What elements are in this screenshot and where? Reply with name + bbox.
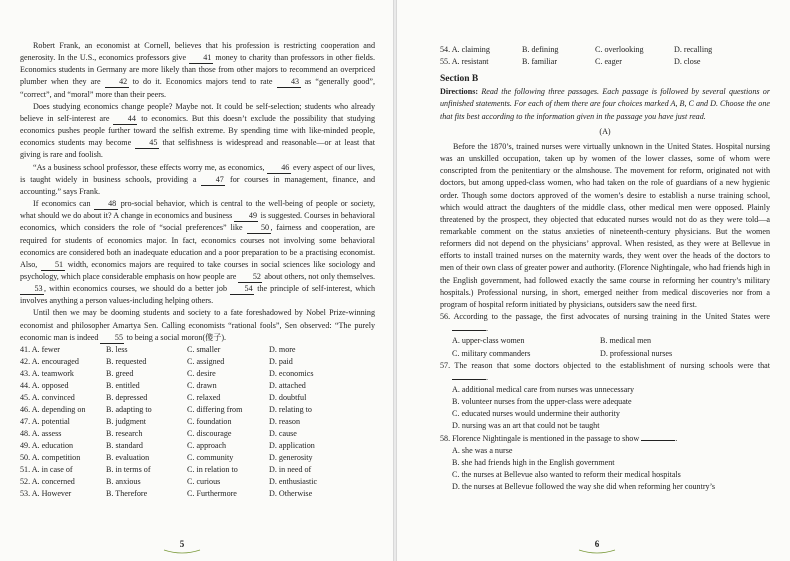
choice-c[interactable]: C. educated nurses would undermine their authority [452,409,620,419]
blank-44: 44 [113,114,137,125]
option-b[interactable]: B. less [106,344,128,354]
choice-b[interactable]: B. she had friends high in the English government [452,457,615,467]
question-stem: 58. Florence Nightingale is mentioned in the passage to show . [440,433,678,443]
option-a[interactable]: 46. A. depending on [20,405,86,415]
blank-47: 47 [201,175,225,186]
option-a[interactable]: 54. A. claiming [440,45,490,54]
option-row [20,404,375,416]
option-b[interactable]: B. adapting to [106,405,152,415]
option-d[interactable]: D. in need of [269,465,312,475]
option-c[interactable]: C. overlooking [595,45,644,54]
option-b[interactable]: B. Therefore [106,489,148,499]
option-d[interactable]: D. close [674,57,701,67]
blank-41: 41 [189,53,213,64]
option-b[interactable]: B. standard [106,441,143,451]
option-d[interactable]: D. recalling [674,45,713,54]
option-c[interactable]: C. curious [187,477,221,487]
option-d[interactable]: D. more [269,344,296,354]
option-d[interactable]: D. generosity [269,453,313,463]
option-b[interactable]: B. familiar [522,57,558,67]
option-row [20,392,375,404]
question-stem: 56. According to the passage, the first advocates of nursing training in the United States were . [440,312,770,334]
choice-b[interactable]: B. volunteer nurses from the upper-class were adequate [452,397,632,407]
directions-label: Directions: [440,87,479,97]
option-row [20,344,375,356]
question-58 [440,433,770,494]
option-row [20,368,375,380]
option-b[interactable]: B. evaluation [106,453,150,463]
option-row [440,56,770,68]
paragraph-3: “As a business school professor, these effects worry me, as economics, 46 every aspect of our lives, is taught widely in business schools, providing a 47 for courses in management, finance, and accounting.” says Frank. [20,162,375,196]
option-b[interactable]: B. judgment [106,417,147,427]
blank-45: 45 [135,138,159,149]
option-a[interactable]: 52. A. concerned [20,477,75,487]
section-title: Section B [440,74,479,85]
option-c[interactable]: C. relaxed [187,393,221,403]
option-b[interactable]: B. research [106,429,143,439]
option-d[interactable]: D. attached [269,381,306,391]
option-c[interactable]: C. community [187,453,234,463]
option-a[interactable]: 43. A. teamwork [20,369,74,378]
page-number-ornament [577,549,617,555]
option-a[interactable]: 48. A. assess [20,429,62,439]
option-a[interactable]: 53. A. However [20,489,72,499]
option-b[interactable]: B. in terms of [106,465,151,475]
question-stem: 57. The reason that some doctors objected to the establishment of nursing schools were that . [440,360,770,382]
page-number: 6 [594,539,600,549]
option-a[interactable]: 49. A. education [20,441,74,451]
option-row [20,428,375,440]
option-b[interactable]: B. entitled [106,381,140,391]
option-row [20,440,375,452]
paragraph-5: Until then we may be dooming students and society to a fate foreshadowed by Nobel Prize-winning economist and philosopher Amartya Sen. Calling economists “rational fools”, Sen observed: “The purely economic man is indeed 55 to being a social moron(傻子). [20,308,375,342]
option-d[interactable]: D. application [269,441,315,451]
option-c[interactable]: C. discourage [187,429,232,439]
choice-b[interactable]: B. medical men [600,336,652,346]
paragraph-1: Robert Frank, an economist at Cornell, believes that his profession is restricting cooperation and generosity. In the U.S., economics professors give 41 money to charity than professors in other fields. Economics students in Germany are more likely than those from other majors to recommend an overpriced plumber when they are 42 to do it. Economics majors tend to rate 43 as “generally good”, “correct”, and “moral” more than their peers. [20,41,375,99]
page-number: 5 [179,539,185,549]
blank-46: 46 [267,163,291,174]
option-d[interactable]: D. relating to [269,405,312,415]
option-a[interactable]: 42. A. encouraged [20,356,79,366]
option-c[interactable]: C. differing from [187,405,243,415]
option-b[interactable]: B. greed [106,369,134,378]
option-b[interactable]: B. requested [106,356,147,366]
option-c[interactable]: C. in relation to [187,465,238,475]
option-c[interactable]: C. drawn [187,381,217,391]
blank-54: 54 [230,284,254,295]
option-row [20,356,375,368]
option-b[interactable]: B. defining [522,45,559,54]
option-a[interactable]: 51. A. in case of [20,465,73,475]
right-column [440,44,770,493]
option-b[interactable]: B. anxious [106,477,141,487]
blank-50: 50 [247,223,271,234]
option-row [440,44,770,56]
option-d[interactable]: D. enthusiastic [269,477,318,487]
options-list [20,344,375,501]
option-a[interactable]: 44. A. opposed [20,381,69,391]
answer-blank[interactable] [452,379,486,380]
answer-blank[interactable] [452,330,486,331]
option-row [20,416,375,428]
blank-55: 55 [100,333,124,344]
paragraph-4: If economics can 48 pro-social behavior, which is central to the well-being of people or society, what should we do about it? A change in economics and business 49 is suggested. Courses in behavioral economics, which considers the role of “social preferences” like 50, fairness and cooperation, are required for students of economics major. In fact, economics courses not involving some behavioral economics are considered both an inadequate education and a poor preparation to be a practising economist. Also, 51 width, economics majors are required to take courses in social sciences like sociology and psychology, which place considerable emphasis on how people are 52 about others, not only themselves. 53, within economics courses, we should do a better job 54 the principle of self-interest, which involves anything a person values-including helping others. [20,199,376,306]
option-d[interactable]: D. Otherwise [269,489,313,499]
option-row [20,464,375,476]
answer-row [440,335,770,347]
options-list [440,44,770,68]
blank-53: 53 [20,284,44,295]
answer-row [440,348,770,360]
option-a[interactable]: 41. A. fewer [20,344,61,354]
option-d[interactable]: D. cause [269,429,297,439]
option-a[interactable]: 45. A. convinced [20,393,75,403]
blank-49: 49 [234,211,258,222]
choice-a[interactable]: A. upper-class women [452,336,525,346]
option-d[interactable]: D. reason [269,417,301,427]
choice-d[interactable]: D. the nurses at Bellevue followed the way she did when reforming her country’s [452,482,715,492]
choice-a[interactable]: A. she was a nurse [452,445,513,455]
directions: Directions: Read the following three passages. Each passage is followed by several questions or unfinished statements. For each of them there are four choices marked A, B, C and D. Choose the one that fits best according to the information given in the passage you have just read. [440,87,770,121]
option-a[interactable]: 47. A. potential [20,417,70,427]
choice-d[interactable]: D. nursing was an art that could not be taught [452,421,600,431]
passage-label: (A) [599,126,611,136]
left-page [0,0,393,561]
option-a[interactable]: 50. A. competition [20,453,81,463]
choice-c[interactable]: C. the nurses at Bellevue also wanted to reform their medical hospitals [452,470,681,480]
option-c[interactable]: C. approach [187,441,227,451]
page-number-ornament [162,549,202,555]
option-d[interactable]: D. doubtful [269,393,307,403]
blank-42: 42 [105,77,129,88]
option-c[interactable]: C. Furthermore [187,489,237,499]
option-c[interactable]: C. smaller [187,344,221,354]
option-d[interactable]: D. paid [269,356,293,366]
choice-a[interactable]: A. additional medical care from nurses was unnecessary [452,385,635,394]
left-column [20,40,375,501]
option-c[interactable]: C. assigned [187,356,225,366]
option-b[interactable]: B. depressed [106,393,148,403]
option-c[interactable]: C. desire [187,369,216,378]
option-row [20,488,375,500]
option-row [20,452,375,464]
option-a[interactable]: 55. A. resistant [440,57,489,67]
question-56 [440,311,770,360]
question-57 [440,360,770,433]
option-d[interactable]: D. economics [269,369,314,378]
choice-c[interactable]: C. military commanders [452,348,531,358]
choice-d[interactable]: D. professional nurses [600,348,673,358]
blank-51: 51 [41,260,65,271]
option-c[interactable]: C. foundation [187,417,232,427]
blank-43: 43 [277,77,301,88]
blank-52: 52 [238,272,262,283]
option-row [20,380,375,392]
passage-text: Before the 1870’s, trained nurses were virtually unknown in the United States. Hospital nursing was an unskilled occupation, taken up by women of the lower classes, some of whom were conscripted from the penitentiary or the almshouse. The movement for reform, originated not with doctors, but among upped-class women, who had taken on the role of guardians of a new hygienic order. Though some doctors approved of the women’s desire to establish a nurse training school, which would attract the daughters of the middle class, other medical men were opposed. Plainly threatened by the prospect, they objected that educated nurses would not do as they were told—a remarkable comment on the status anxieties of nineteenth-century physicians. But the women reformers did not depend on the physicians’ approval. When resisted, as they were at Bellevue in efforts to install trained nurses on the maternity wards, they went over the heads of the doctors to men of their own class of greater power and authority. (Florence Nightingale, who had friends high in the English government, had followed exactly the same course in reforming her country’s military hospitals.) Professional nursing, in short, emerged neither from medical discoveries nor from a program of hospital reform initiated by physicians, outsiders saw the need first. [440,141,770,309]
right-page [397,0,790,561]
option-c[interactable]: C. eager [595,57,622,67]
option-row [20,476,375,488]
answer-blank[interactable] [641,440,675,441]
blank-48: 48 [94,199,118,210]
paragraph-2: Does studying economics change people? Maybe not. It could be self-selection; students who already believe in self-interest are 44 to economics. But this doesn’t exclude the possibility that studying economics pushes people further toward the selfish extreme. By spending time with like-minded people, economics students may become 45 that selfishness is widespread and reasonable—or at least that giving is rare and foolish. [20,101,376,160]
